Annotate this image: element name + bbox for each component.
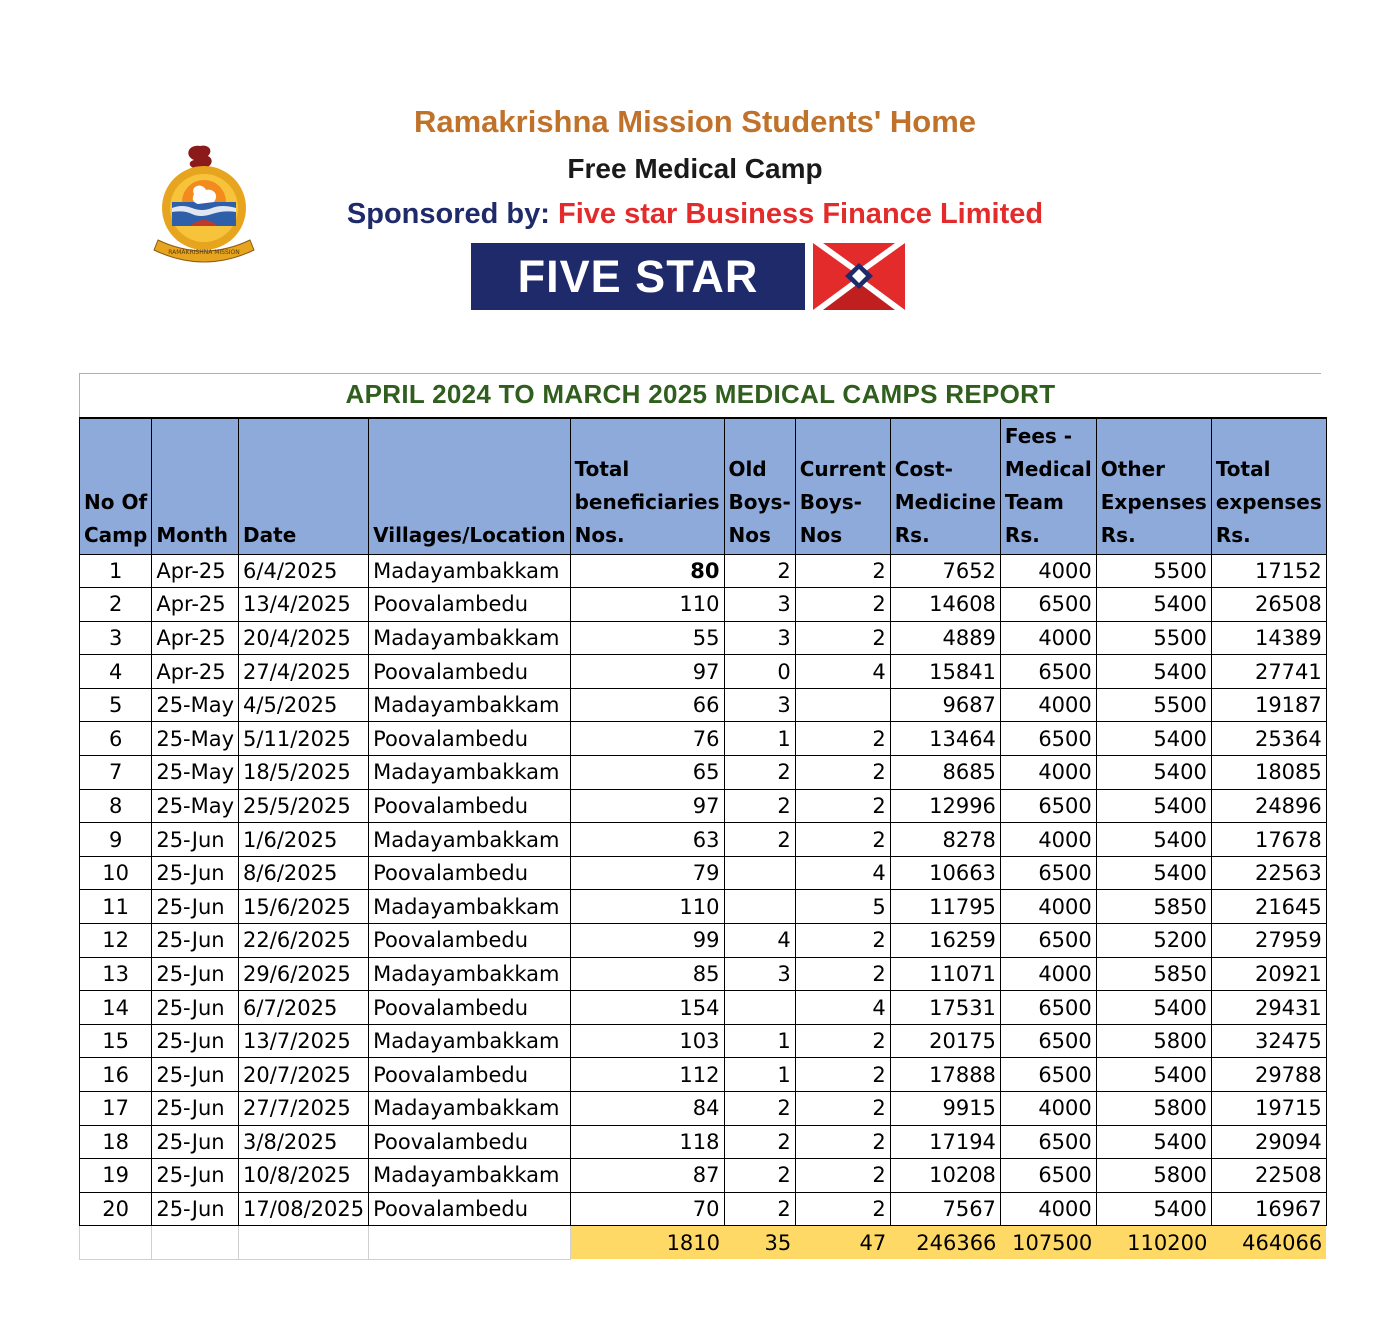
empty-cell xyxy=(80,1226,152,1260)
table-cell: 5/11/2025 xyxy=(239,722,369,756)
table-cell xyxy=(724,991,795,1025)
table-cell: 7652 xyxy=(890,554,1000,588)
table-cell: 5400 xyxy=(1096,823,1211,857)
table-cell: 25364 xyxy=(1211,722,1326,756)
table-cell: 5500 xyxy=(1096,554,1211,588)
table-row xyxy=(80,890,1327,924)
table-cell: 79 xyxy=(570,856,724,890)
table-cell: 25-Jun xyxy=(152,1192,239,1226)
table-cell: 2 xyxy=(795,1092,890,1126)
table-cell: 2 xyxy=(795,823,890,857)
table-cell: 10 xyxy=(80,856,152,890)
table-cell: 5400 xyxy=(1096,856,1211,890)
table-cell: 2 xyxy=(724,1125,795,1159)
table-cell: 8 xyxy=(80,789,152,823)
table-cell: 9 xyxy=(80,823,152,857)
table-cell: 20 xyxy=(80,1192,152,1226)
table-cell: 2 xyxy=(724,789,795,823)
table-cell: 14 xyxy=(80,991,152,1025)
table-cell: 8685 xyxy=(890,756,1000,790)
table-cell: Madayambakkam xyxy=(369,1092,571,1126)
table-cell: 6500 xyxy=(1000,1024,1096,1058)
table-cell: 1 xyxy=(724,722,795,756)
table-cell: 6/4/2025 xyxy=(239,554,369,588)
table-cell: 25-May xyxy=(152,688,239,722)
table-cell: 5500 xyxy=(1096,688,1211,722)
empty-cell xyxy=(369,1226,571,1260)
column-header: Villages/Location xyxy=(369,418,571,554)
table-cell: 15 xyxy=(80,1024,152,1058)
table-cell: 5400 xyxy=(1096,588,1211,622)
table-cell: 5400 xyxy=(1096,991,1211,1025)
column-header: No Of Camp xyxy=(80,418,152,554)
table-cell: 2 xyxy=(80,588,152,622)
table-cell: 27959 xyxy=(1211,924,1326,958)
table-cell: 3 xyxy=(724,688,795,722)
table-cell: 25-Jun xyxy=(152,991,239,1025)
report-table xyxy=(79,417,1327,1260)
table-cell: 2 xyxy=(795,588,890,622)
table-cell: 25-May xyxy=(152,722,239,756)
table-cell: 17 xyxy=(80,1092,152,1126)
report-header xyxy=(0,0,1400,340)
table-cell: 20/7/2025 xyxy=(239,1058,369,1092)
table-cell: 24896 xyxy=(1211,789,1326,823)
table-cell: 29431 xyxy=(1211,991,1326,1025)
table-cell: 27/7/2025 xyxy=(239,1092,369,1126)
table-cell: 3 xyxy=(724,957,795,991)
table-cell: Madayambakkam xyxy=(369,688,571,722)
table-cell: 20921 xyxy=(1211,957,1326,991)
table-row xyxy=(80,1092,1327,1126)
table-cell: 6500 xyxy=(1000,856,1096,890)
table-cell: 13/7/2025 xyxy=(239,1024,369,1058)
table-cell: 70 xyxy=(570,1192,724,1226)
table-cell: 2 xyxy=(795,554,890,588)
sponsor-name: Five star Business Finance Limited xyxy=(557,198,1044,230)
table-cell: 19 xyxy=(80,1159,152,1193)
table-cell: 12 xyxy=(80,924,152,958)
table-cell: 5400 xyxy=(1096,756,1211,790)
table-row xyxy=(80,789,1327,823)
table-cell: 25-Jun xyxy=(152,1159,239,1193)
table-cell: 84 xyxy=(570,1092,724,1126)
table-cell: 17531 xyxy=(890,991,1000,1025)
table-cell: 3/8/2025 xyxy=(239,1125,369,1159)
column-header: Total expenses Rs. xyxy=(1211,418,1326,554)
table-cell: Madayambakkam xyxy=(369,890,571,924)
table-row xyxy=(80,688,1327,722)
table-cell: 25-Jun xyxy=(152,1125,239,1159)
table-cell: 17152 xyxy=(1211,554,1326,588)
table-cell: Poovalambedu xyxy=(369,722,571,756)
total-cell: 47 xyxy=(795,1226,890,1260)
table-cell: 2 xyxy=(795,1058,890,1092)
table-cell: 27741 xyxy=(1211,655,1326,689)
table-cell: 154 xyxy=(570,991,724,1025)
table-cell: 5400 xyxy=(1096,1192,1211,1226)
table-cell: 4 xyxy=(724,924,795,958)
table-cell: 16967 xyxy=(1211,1192,1326,1226)
column-header: Date xyxy=(239,418,369,554)
table-cell: 29094 xyxy=(1211,1125,1326,1159)
table-cell: 13 xyxy=(80,957,152,991)
table-cell: 6500 xyxy=(1000,655,1096,689)
column-header: Fees - Medical Team Rs. xyxy=(1000,418,1096,554)
table-cell: 2 xyxy=(795,722,890,756)
table-cell xyxy=(724,856,795,890)
table-cell: Poovalambedu xyxy=(369,1192,571,1226)
table-cell: 15841 xyxy=(890,655,1000,689)
table-cell: Poovalambedu xyxy=(369,1125,571,1159)
table-cell: 15/6/2025 xyxy=(239,890,369,924)
table-cell: 11071 xyxy=(890,957,1000,991)
table-cell: 27/4/2025 xyxy=(239,655,369,689)
table-cell: Poovalambedu xyxy=(369,856,571,890)
table-cell: Madayambakkam xyxy=(369,1024,571,1058)
table-cell: 80 xyxy=(570,554,724,588)
table-cell: Apr-25 xyxy=(152,655,239,689)
header-row xyxy=(80,418,1327,554)
table-cell: 6500 xyxy=(1000,789,1096,823)
organization-title: Ramakrishna Mission Students' Home xyxy=(413,104,977,139)
table-cell: 14389 xyxy=(1211,621,1326,655)
table-cell: 13464 xyxy=(890,722,1000,756)
table-cell: 17194 xyxy=(890,1125,1000,1159)
table-cell: 16 xyxy=(80,1058,152,1092)
table-cell: 10/8/2025 xyxy=(239,1159,369,1193)
table-cell xyxy=(724,890,795,924)
table-cell: 6500 xyxy=(1000,722,1096,756)
table-cell: 99 xyxy=(570,924,724,958)
table-cell: 22/6/2025 xyxy=(239,924,369,958)
table-cell: Poovalambedu xyxy=(369,1058,571,1092)
sponsor-label: Sponsored by: xyxy=(346,198,558,230)
table-row xyxy=(80,924,1327,958)
table-cell: 5 xyxy=(795,890,890,924)
table-cell: 6 xyxy=(80,722,152,756)
table-cell: 110 xyxy=(570,890,724,924)
table-cell: 87 xyxy=(570,1159,724,1193)
table-cell: 2 xyxy=(795,789,890,823)
table-cell: Poovalambedu xyxy=(369,789,571,823)
table-row xyxy=(80,554,1327,588)
table-cell: 18/5/2025 xyxy=(239,756,369,790)
table-cell: 1/6/2025 xyxy=(239,823,369,857)
table-cell: 5800 xyxy=(1096,1024,1211,1058)
table-cell: Madayambakkam xyxy=(369,823,571,857)
table-cell: 4000 xyxy=(1000,688,1096,722)
table-cell: 19187 xyxy=(1211,688,1326,722)
table-cell: 25-Jun xyxy=(152,1024,239,1058)
table-cell: 25-Jun xyxy=(152,1058,239,1092)
table-cell: 4000 xyxy=(1000,890,1096,924)
table-cell: 25/5/2025 xyxy=(239,789,369,823)
table-cell: 1 xyxy=(724,1024,795,1058)
table-cell: 4/5/2025 xyxy=(239,688,369,722)
table-cell: 65 xyxy=(570,756,724,790)
table-cell: 85 xyxy=(570,957,724,991)
table-cell: 6500 xyxy=(1000,1125,1096,1159)
empty-cell xyxy=(239,1226,369,1260)
table-cell: 2 xyxy=(795,756,890,790)
table-cell: 5400 xyxy=(1096,789,1211,823)
table-cell: 5800 xyxy=(1096,1092,1211,1126)
five-star-logo xyxy=(471,243,905,310)
report-title: APRIL 2024 TO MARCH 2025 MEDICAL CAMPS REPORT xyxy=(79,373,1321,417)
table-cell: 25-Jun xyxy=(152,957,239,991)
table-cell: 26508 xyxy=(1211,588,1326,622)
table-cell: 112 xyxy=(570,1058,724,1092)
table-cell: 2 xyxy=(795,1159,890,1193)
column-header: Total beneficiaries Nos. xyxy=(570,418,724,554)
table-row xyxy=(80,588,1327,622)
table-cell: 1 xyxy=(80,554,152,588)
table-cell: 1 xyxy=(724,1058,795,1092)
table-cell: 29788 xyxy=(1211,1058,1326,1092)
table-cell: 25-Jun xyxy=(152,823,239,857)
table-cell: Madayambakkam xyxy=(369,621,571,655)
table-cell: 8278 xyxy=(890,823,1000,857)
table-row xyxy=(80,655,1327,689)
table-cell: 2 xyxy=(724,1092,795,1126)
table-cell: Apr-25 xyxy=(152,588,239,622)
svg-text:RAMAKRISHNA MISSION: RAMAKRISHNA MISSION xyxy=(168,249,240,256)
empty-cell xyxy=(152,1226,239,1260)
table-cell: 6500 xyxy=(1000,1159,1096,1193)
table-cell: 13/4/2025 xyxy=(239,588,369,622)
table-cell: Madayambakkam xyxy=(369,957,571,991)
table-cell: 14608 xyxy=(890,588,1000,622)
table-cell: Madayambakkam xyxy=(369,756,571,790)
table-cell: 12996 xyxy=(890,789,1000,823)
table-cell: 4000 xyxy=(1000,823,1096,857)
table-cell: 63 xyxy=(570,823,724,857)
table-cell: 25-Jun xyxy=(152,856,239,890)
table-cell: 6500 xyxy=(1000,991,1096,1025)
table-cell: 25-May xyxy=(152,756,239,790)
table-cell: 2 xyxy=(795,1125,890,1159)
table-cell: 4889 xyxy=(890,621,1000,655)
table-cell: 10663 xyxy=(890,856,1000,890)
table-cell: 18 xyxy=(80,1125,152,1159)
table-cell: Poovalambedu xyxy=(369,588,571,622)
table-cell: 55 xyxy=(570,621,724,655)
table-row xyxy=(80,991,1327,1025)
column-header: Current Boys-Nos xyxy=(795,418,890,554)
table-cell: 5850 xyxy=(1096,890,1211,924)
table-cell: 11 xyxy=(80,890,152,924)
table-cell: 4000 xyxy=(1000,1192,1096,1226)
table-cell: 17888 xyxy=(890,1058,1000,1092)
table-cell: 25-Jun xyxy=(152,924,239,958)
table-cell: 2 xyxy=(795,1024,890,1058)
table-row xyxy=(80,823,1327,857)
table-cell: Poovalambedu xyxy=(369,655,571,689)
table-cell: 22508 xyxy=(1211,1159,1326,1193)
table-cell: 20/4/2025 xyxy=(239,621,369,655)
table-cell: 5850 xyxy=(1096,957,1211,991)
table-cell: 16259 xyxy=(890,924,1000,958)
table-cell: 25-Jun xyxy=(152,1092,239,1126)
table-cell: 2 xyxy=(724,1192,795,1226)
table-cell: 2 xyxy=(795,957,890,991)
table-cell: 32475 xyxy=(1211,1024,1326,1058)
table-cell xyxy=(795,688,890,722)
table-cell: 4 xyxy=(795,856,890,890)
total-cell: 464066 xyxy=(1211,1226,1326,1260)
table-cell: 5400 xyxy=(1096,655,1211,689)
column-header: Other Expenses Rs. xyxy=(1096,418,1211,554)
table-cell: 76 xyxy=(570,722,724,756)
table-cell: 66 xyxy=(570,688,724,722)
table-cell: 22563 xyxy=(1211,856,1326,890)
table-row xyxy=(80,621,1327,655)
table-cell: 2 xyxy=(724,756,795,790)
total-cell: 35 xyxy=(724,1226,795,1260)
table-row xyxy=(80,957,1327,991)
report-body xyxy=(80,554,1327,1259)
table-cell: 4000 xyxy=(1000,957,1096,991)
table-cell: 17/08/2025 xyxy=(239,1192,369,1226)
table-cell: 11795 xyxy=(890,890,1000,924)
table-cell: 2 xyxy=(724,1159,795,1193)
table-cell: 3 xyxy=(724,621,795,655)
table-cell: 3 xyxy=(80,621,152,655)
table-cell: 118 xyxy=(570,1125,724,1159)
table-cell: 5400 xyxy=(1096,1125,1211,1159)
table-cell: 18085 xyxy=(1211,756,1326,790)
table-cell: 110 xyxy=(570,588,724,622)
table-cell: 6500 xyxy=(1000,924,1096,958)
table-cell: 103 xyxy=(570,1024,724,1058)
table-cell: 97 xyxy=(570,789,724,823)
table-cell: 21645 xyxy=(1211,890,1326,924)
table-cell: 2 xyxy=(724,554,795,588)
table-cell: 2 xyxy=(724,823,795,857)
table-cell: 7 xyxy=(80,756,152,790)
table-cell: 20175 xyxy=(890,1024,1000,1058)
table-row xyxy=(80,756,1327,790)
table-cell: 6500 xyxy=(1000,1058,1096,1092)
table-cell: 4000 xyxy=(1000,621,1096,655)
table-cell: 97 xyxy=(570,655,724,689)
table-cell: 4 xyxy=(795,991,890,1025)
total-cell: 1810 xyxy=(570,1226,724,1260)
table-cell: Apr-25 xyxy=(152,621,239,655)
table-cell: 5500 xyxy=(1096,621,1211,655)
table-row xyxy=(80,722,1327,756)
table-cell: 9915 xyxy=(890,1092,1000,1126)
column-header: Month xyxy=(152,418,239,554)
table-cell: 4000 xyxy=(1000,756,1096,790)
table-row xyxy=(80,856,1327,890)
table-cell: 29/6/2025 xyxy=(239,957,369,991)
table-cell: 5 xyxy=(80,688,152,722)
table-row xyxy=(80,1192,1327,1226)
five-star-logo-text: FIVE STAR xyxy=(471,243,805,310)
table-cell: 25-May xyxy=(152,789,239,823)
table-cell: Madayambakkam xyxy=(369,554,571,588)
camp-subtitle: Free Medical Camp xyxy=(567,153,823,184)
table-cell: 9687 xyxy=(890,688,1000,722)
table-cell: 25-Jun xyxy=(152,890,239,924)
table-cell: 4 xyxy=(795,655,890,689)
sponsor-line xyxy=(0,198,1390,231)
table-cell: Poovalambedu xyxy=(369,991,571,1025)
table-cell: 0 xyxy=(724,655,795,689)
table-cell: 2 xyxy=(795,924,890,958)
table-cell: Apr-25 xyxy=(152,554,239,588)
table-cell: 4000 xyxy=(1000,1092,1096,1126)
table-cell: 17678 xyxy=(1211,823,1326,857)
table-cell: 4 xyxy=(80,655,152,689)
table-cell: 8/6/2025 xyxy=(239,856,369,890)
table-cell: 2 xyxy=(795,1192,890,1226)
total-cell: 246366 xyxy=(890,1226,1000,1260)
table-cell: 5200 xyxy=(1096,924,1211,958)
table-cell: 4000 xyxy=(1000,554,1096,588)
table-cell: 3 xyxy=(724,588,795,622)
totals-row xyxy=(80,1226,1327,1260)
table-cell: 5400 xyxy=(1096,722,1211,756)
table-row xyxy=(80,1058,1327,1092)
table-cell: 5400 xyxy=(1096,1058,1211,1092)
five-star-logo-mark-icon xyxy=(813,243,905,310)
table-cell: 10208 xyxy=(890,1159,1000,1193)
table-row xyxy=(80,1159,1327,1193)
table-cell: Madayambakkam xyxy=(369,1159,571,1193)
total-cell: 110200 xyxy=(1096,1226,1211,1260)
column-header: Cost-Medicine Rs. xyxy=(890,418,1000,554)
table-cell: Poovalambedu xyxy=(369,924,571,958)
column-header: Old Boys-Nos xyxy=(724,418,795,554)
table-cell: 6/7/2025 xyxy=(239,991,369,1025)
table-cell: 19715 xyxy=(1211,1092,1326,1126)
table-cell: 6500 xyxy=(1000,588,1096,622)
table-cell: 2 xyxy=(795,621,890,655)
table-row xyxy=(80,1125,1327,1159)
table-cell: 7567 xyxy=(890,1192,1000,1226)
table-row xyxy=(80,1024,1327,1058)
total-cell: 107500 xyxy=(1000,1226,1096,1260)
table-cell: 5800 xyxy=(1096,1159,1211,1193)
